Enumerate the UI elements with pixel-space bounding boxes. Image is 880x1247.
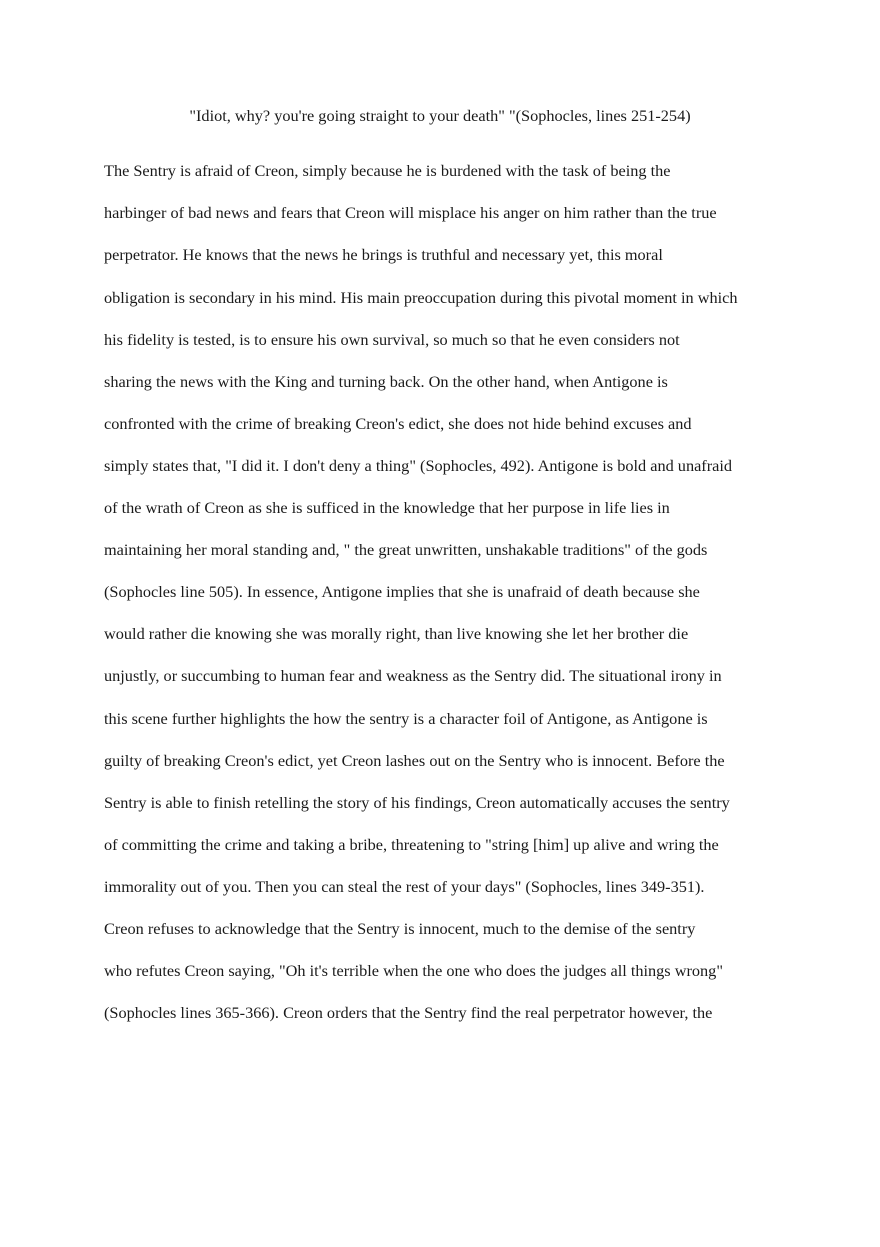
body-line: The Sentry is afraid of Creon, simply because he is burdened with the task of being the <box>104 161 671 180</box>
body-line: would rather die knowing she was morally right, than live knowing she let her brother die <box>104 624 689 643</box>
body-line: sharing the news with the King and turning back. On the other hand, when Antigone is <box>104 372 668 391</box>
body-line: harbinger of bad news and fears that Creon will misplace his anger on him rather than the true <box>104 203 717 222</box>
body-line: who refutes Creon saying, "Oh it's terrible when the one who does the judges all things wrong" <box>104 961 723 980</box>
epigraph-quote: "Idiot, why? you're going straight to your death" "(Sophocles, lines 251-254) <box>189 106 691 125</box>
body-line: simply states that, "I did it. I don't deny a thing" (Sophocles, 492). Antigone is bold and unafraid <box>104 456 733 475</box>
body-line: guilty of breaking Creon's edict, yet Creon lashes out on the Sentry who is innocent. Before the <box>104 751 725 770</box>
body-line: maintaining her moral standing and, " the great unwritten, unshakable traditions" of the gods <box>104 540 708 559</box>
body-line: perpetrator. He knows that the news he brings is truthful and necessary yet, this moral <box>104 245 663 264</box>
body-line: immorality out of you. Then you can steal the rest of your days" (Sophocles, lines 349-351). <box>104 877 705 896</box>
body-line: Sentry is able to finish retelling the story of his findings, Creon automatically accuses the sentry <box>104 793 730 812</box>
body-line: this scene further highlights the how the sentry is a character foil of Antigone, as Antigone is <box>104 709 708 728</box>
body-line: obligation is secondary in his mind. His main preoccupation during this pivotal moment in which <box>104 288 738 307</box>
body-line: of the wrath of Creon as she is sufficed in the knowledge that her purpose in life lies in <box>104 498 670 517</box>
body-line: unjustly, or succumbing to human fear and weakness as the Sentry did. The situational irony in <box>104 666 722 685</box>
body-line: Creon refuses to acknowledge that the Sentry is innocent, much to the demise of the sentry <box>104 919 696 938</box>
body-line: (Sophocles line 505). In essence, Antigone implies that she is unafraid of death because she <box>104 582 700 601</box>
body-line: of committing the crime and taking a bribe, threatening to "string [him] up alive and wring the <box>104 835 719 854</box>
body-line: confronted with the crime of breaking Creon's edict, she does not hide behind excuses and <box>104 414 692 433</box>
body-line: (Sophocles lines 365-366). Creon orders that the Sentry find the real perpetrator however, the <box>104 1003 713 1022</box>
body-line: his fidelity is tested, is to ensure his own survival, so much so that he even considers not <box>104 330 680 349</box>
